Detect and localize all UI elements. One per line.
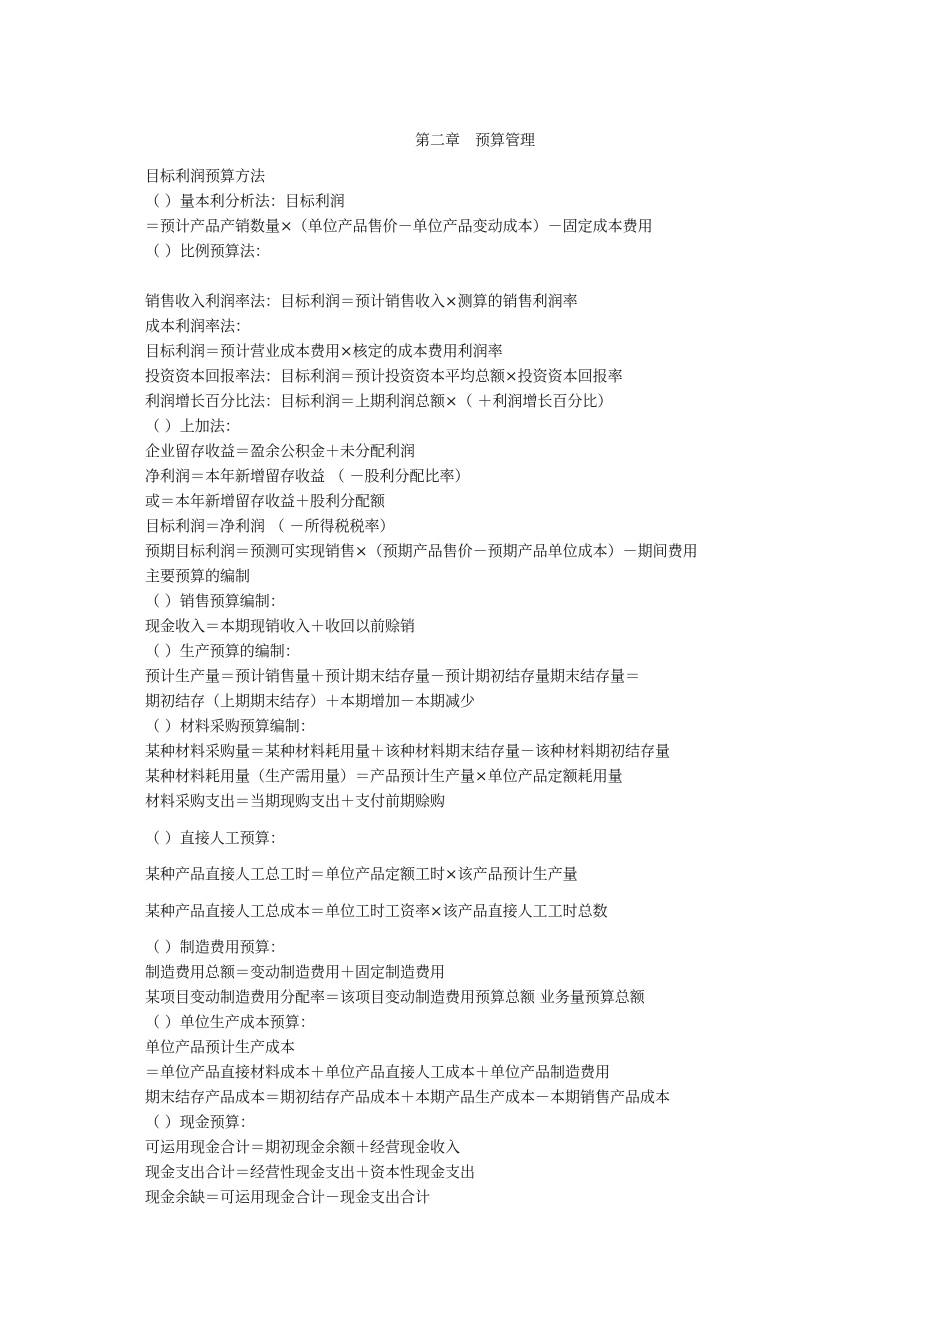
text-line: （ ）量本利分析法：目标利润 <box>145 192 345 210</box>
text-line: 某项目变动制造费用分配率＝该项目变动制造费用预算总额 业务量预算总额 <box>145 988 645 1006</box>
text-line: 期初结存（上期期末结存）＋本期增加－本期减少 <box>145 692 476 710</box>
text-line: 投资资本回报率法：目标利润＝预计投资资本平均总额×投资资本回报率 <box>145 367 623 385</box>
text-line: 现金收入＝本期现销收入＋收回以前赊销 <box>145 617 416 635</box>
text-line: 利润增长百分比法：目标利润＝上期利润总额×（ ＋利润增长百分比） <box>145 392 613 410</box>
text-line: 净利润＝本年新增留存收益 （ －股利分配比率） <box>145 467 470 485</box>
text-line: 某种产品直接人工总成本＝单位工时工资率×该产品直接人工工时总数 <box>145 902 608 920</box>
text-line: 某种产品直接人工总工时＝单位产品定额工时×该产品预计生产量 <box>145 865 578 883</box>
text-line: 销售收入利润率法：目标利润＝预计销售收入×测算的销售利润率 <box>145 292 578 310</box>
text-line: 材料采购支出＝当期现购支出＋支付前期赊购 <box>145 792 446 810</box>
text-line: 现金余缺＝可运用现金合计－现金支出合计 <box>145 1188 431 1206</box>
text-line: （ ）现金预算： <box>145 1113 255 1131</box>
text-line: （ ）单位生产成本预算： <box>145 1013 315 1031</box>
text-line: 单位产品预计生产成本 <box>145 1038 296 1056</box>
text-line: 预期目标利润＝预测可实现销售×（预期产品售价－预期产品单位成本）－期间费用 <box>145 542 698 560</box>
text-line: 某种材料采购量＝某种材料耗用量＋该种材料期末结存量－该种材料期初结存量 <box>145 742 671 760</box>
text-line: 预计生产量＝预计销售量＋预计期末结存量－预计期初结存量期末结存量＝ <box>145 667 641 685</box>
text-line: 成本利润率法： <box>145 317 251 335</box>
text-line: 现金支出合计＝经营性现金支出＋资本性现金支出 <box>145 1163 476 1181</box>
text-line: 某种材料耗用量（生产需用量）＝产品预计生产量×单位产品定额耗用量 <box>145 767 623 785</box>
text-line: 或＝本年新增留存收益＋股利分配额 <box>145 492 386 510</box>
text-line: 目标利润＝预计营业成本费用×核定的成本费用利润率 <box>145 342 503 360</box>
text-line: 制造费用总额＝变动制造费用＋固定制造费用 <box>145 963 446 981</box>
text-line: 目标利润预算方法 <box>145 167 266 185</box>
chapter-title: 第二章 预算管理 <box>414 131 535 149</box>
text-line: ＝预计产品产销数量×（单位产品售价－单位产品变动成本）－固定成本费用 <box>145 217 653 235</box>
text-line: 主要预算的编制 <box>145 567 251 585</box>
text-line: （ ）生产预算的编制： <box>145 642 300 660</box>
text-line: （ ）直接人工预算： <box>145 829 285 847</box>
text-line: 目标利润＝净利润 （ －所得税税率） <box>145 517 395 535</box>
text-line: （ ）比例预算法： <box>145 242 270 260</box>
text-line: 企业留存收益＝盈余公积金＋未分配利润 <box>145 442 416 460</box>
text-line: 期末结存产品成本＝期初结存产品成本＋本期产品生产成本－本期销售产品成本 <box>145 1088 671 1106</box>
text-line: 可运用现金合计＝期初现金余额＋经营现金收入 <box>145 1138 461 1156</box>
text-line: （ ）上加法： <box>145 417 240 435</box>
text-line: （ ）销售预算编制： <box>145 592 285 610</box>
text-line: ＝单位产品直接材料成本＋单位产品直接人工成本＋单位产品制造费用 <box>145 1063 611 1081</box>
text-line: （ ）材料采购预算编制： <box>145 717 315 735</box>
text-line: （ ）制造费用预算： <box>145 938 285 956</box>
